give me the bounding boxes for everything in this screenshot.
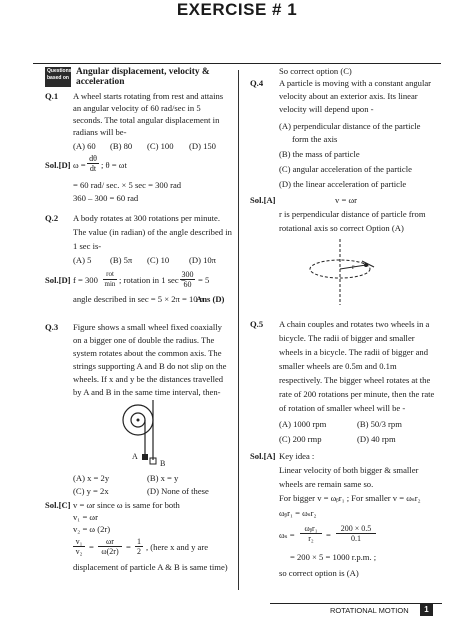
q1-sol-text: ; θ = ωt: [101, 160, 127, 170]
q2-sol-fraction-1: [103, 270, 117, 289]
q4-sol-text: v = ωr: [335, 195, 357, 205]
q5-frac2-num: 200 × 0.5: [336, 524, 376, 534]
q1-line: radians will be-: [73, 127, 127, 137]
q5-frac2-den: 0.1: [351, 534, 361, 543]
title-rule: [33, 63, 441, 64]
q2-number: Q.2: [45, 213, 59, 223]
q4-option: form the axis: [292, 134, 338, 144]
q4-option: (D) the linear acceleration of particle: [279, 179, 407, 189]
q4-option: (A) perpendicular distance of the particle: [279, 121, 421, 131]
q3-sol-eq: =: [89, 542, 94, 552]
q4-sol-text: r is perpendicular distance of particle from: [279, 209, 426, 219]
section-title-line1: Angular displacement, velocity &: [76, 67, 210, 77]
q3-frac3-num: 1: [137, 537, 141, 546]
q3-frac1-den: v₂: [75, 547, 83, 556]
section-tag: Questions based on: [45, 67, 71, 87]
q5-sol-text: so correct option is (A): [279, 568, 359, 578]
wheel-axis: [137, 419, 140, 422]
column-divider: [238, 70, 239, 590]
q3-solution-label: Sol.[C]: [45, 500, 71, 510]
q5-solution-label: Sol.[A]: [250, 451, 276, 461]
q1-option: (A) 60: [73, 141, 96, 151]
q3-line: system rotates about the common axis. The: [73, 348, 222, 358]
q1-solution-label: Sol.[D]: [45, 160, 71, 170]
q2-line: The value (in radian) of the angle described in: [73, 227, 232, 237]
q3-frac2-den: ω(2r): [101, 547, 119, 556]
q4-rotation-figure: [300, 237, 390, 307]
fig-label-r: r: [352, 263, 355, 271]
q1-line: an angular velocity of 60 rad/sec in 5: [73, 103, 201, 113]
q1-line: seconds. The total angular displacement in: [73, 115, 220, 125]
q5-line: rate of 200 rotations per minute, then the rate: [279, 389, 435, 399]
q4-solution-label: Sol.[A]: [250, 195, 276, 205]
q5-line: A chain couples and rotates two wheels in a: [279, 319, 430, 329]
page-number: 1: [420, 604, 433, 616]
q2-sol-text: f = 300: [73, 275, 98, 285]
q3-option: (A) x = 2y: [73, 473, 110, 483]
page-title: EXERCISE # 1: [176, 0, 298, 19]
q3-sol-text: v₂ = ω (2r): [73, 524, 111, 534]
q4-line: A particle is moving with a constant angular: [279, 78, 432, 88]
q5-sol-text: wheels are remain same so.: [279, 479, 374, 489]
q3-option: (B) x = y: [147, 473, 179, 483]
block-a: [142, 454, 148, 460]
q5-sol-text: ωᵦr₁ = ωₛr₂: [279, 508, 317, 518]
q5-sol-text: For bigger v = ωᵦr₁ ; For smaller v = ωₛr₂: [279, 493, 421, 503]
q2-sol-fraction-2: [180, 270, 195, 289]
q3-sol-text: displacement of particle A & B is same time): [73, 562, 228, 572]
q3-correct-option: So correct option (C): [279, 66, 352, 76]
q5-sol-fraction-2: [336, 524, 376, 543]
q1-option: (D) 150: [189, 141, 216, 151]
q3-frac3-den: 2: [137, 547, 141, 556]
q5-frac1-num: ωᵦr₁: [300, 524, 322, 534]
q5-sol-text: Key idea :: [279, 451, 315, 461]
q3-option: (D) None of these: [147, 486, 209, 496]
q3-frac2-num: ωr: [98, 537, 122, 547]
q2-answer: Ans (D): [196, 294, 225, 304]
q3-sol-fraction-2: [98, 537, 122, 556]
q2-option: (B) 5π: [110, 255, 133, 265]
section-title-line2: acceleration: [76, 77, 125, 87]
q1-option: (B) 80: [110, 141, 133, 151]
q5-sol-eq: =: [326, 530, 331, 540]
q3-line: Figure shows a small wheel fixed coaxially: [73, 322, 222, 332]
q2-line: 1 sec is-: [73, 241, 102, 251]
q5-number: Q.5: [250, 319, 264, 329]
q1-option: (C) 100: [147, 141, 174, 151]
q5-line: wheels in a bicycle. The radii of bigger and: [279, 347, 428, 357]
q2-frac2-num: 300: [181, 270, 194, 279]
q5-option: (B) 50/3 rpm: [357, 419, 402, 429]
q5-option: (D) 40 rpm: [357, 434, 396, 444]
q3-line: wheels. If x and y be the distances travelled: [73, 374, 224, 384]
q5-option: (C) 200 rmp: [279, 434, 322, 444]
q2-frac2-den: 60: [183, 280, 192, 289]
q5-sol-text: ωₛ =: [279, 530, 295, 540]
q3-sol-eq: =: [126, 542, 131, 552]
q2-frac1-den: min: [104, 280, 116, 288]
q2-sol-text: = 5: [198, 275, 210, 285]
q5-option: (A) 1000 rpm: [279, 419, 327, 429]
q1-sol-frac-num: dθ: [87, 154, 99, 164]
q5-frac1-den: r₂: [308, 534, 314, 543]
q1-sol-text: 360 – 300 = 60 rad: [73, 193, 139, 203]
q3-sol-fraction-1: [73, 537, 85, 556]
q3-line: on a bigger one of double the radius. The: [73, 335, 215, 345]
footer-chapter: ROTATIONAL MOTION: [330, 606, 409, 615]
q2-option: (A) 5: [73, 255, 92, 265]
q4-line: velocity will depend upon -: [279, 104, 374, 114]
q1-sol-fraction: [87, 154, 99, 173]
q3-line: strings supporting A and B do not slip on the: [73, 361, 227, 371]
q3-number: Q.3: [45, 322, 59, 332]
q2-sol-text: ; rotation in 1 sec =: [119, 275, 186, 285]
q5-sol-text: = 200 × 5 = 1000 r.p.m. ;: [290, 552, 377, 562]
q1-line: A wheel starts rotating from rest and attains: [73, 91, 224, 101]
q4-option: (C) angular acceleration of the particle: [279, 164, 412, 174]
q3-line: by A and B in the same time interval, then-: [73, 387, 221, 397]
q2-line: A body rotates at 300 rotations per minute.: [73, 213, 221, 223]
fig-label-b: B: [160, 459, 166, 468]
q5-line: respectively. The bigger wheel rotates at the: [279, 375, 431, 385]
q2-option: (C) 10: [147, 255, 170, 265]
q5-sol-fraction-1: [300, 524, 322, 543]
fig-label-a: A: [132, 452, 138, 461]
q3-sol-fraction-3: [135, 537, 143, 556]
q5-line: smaller wheels are 0.5m and 0.1m: [279, 361, 397, 371]
q4-line: velocity about an exterior axis. Its linear: [279, 91, 418, 101]
q2-solution-label: Sol.[D]: [45, 275, 71, 285]
q4-option: (B) the mass of particle: [279, 149, 360, 159]
q4-sol-text: rotational axis so correct Option (A): [279, 223, 404, 233]
q1-sol-text: = 60 rad/ sec. × 5 sec = 300 rad: [73, 180, 182, 190]
q2-sol-text: angle described in sec = 5 × 2π = 10 π: [73, 294, 205, 304]
q4-number: Q.4: [250, 78, 264, 88]
q5-line: of rotation of smaller wheel will be -: [279, 403, 406, 413]
q3-frac1-num: v₁: [73, 537, 85, 547]
q3-option: (C) y = 2x: [73, 486, 109, 496]
q5-sol-text: Linear velocity of both bigger & smaller: [279, 465, 419, 475]
q3-sol-text: v₁ = ωr: [73, 512, 98, 522]
q1-sol-frac-den: dt: [89, 164, 97, 173]
q1-number: Q.1: [45, 91, 59, 101]
q5-line: bicycle. The radii of bigger and smaller: [279, 333, 415, 343]
q2-option: (D) 10π: [189, 255, 217, 265]
q3-sol-text: v = ωr since ω is same for both: [73, 500, 180, 510]
q3-sol-text: , (here x and y are: [146, 542, 209, 552]
q1-sol-text: ω =: [73, 160, 86, 170]
q2-frac1-num: rot: [103, 270, 117, 280]
